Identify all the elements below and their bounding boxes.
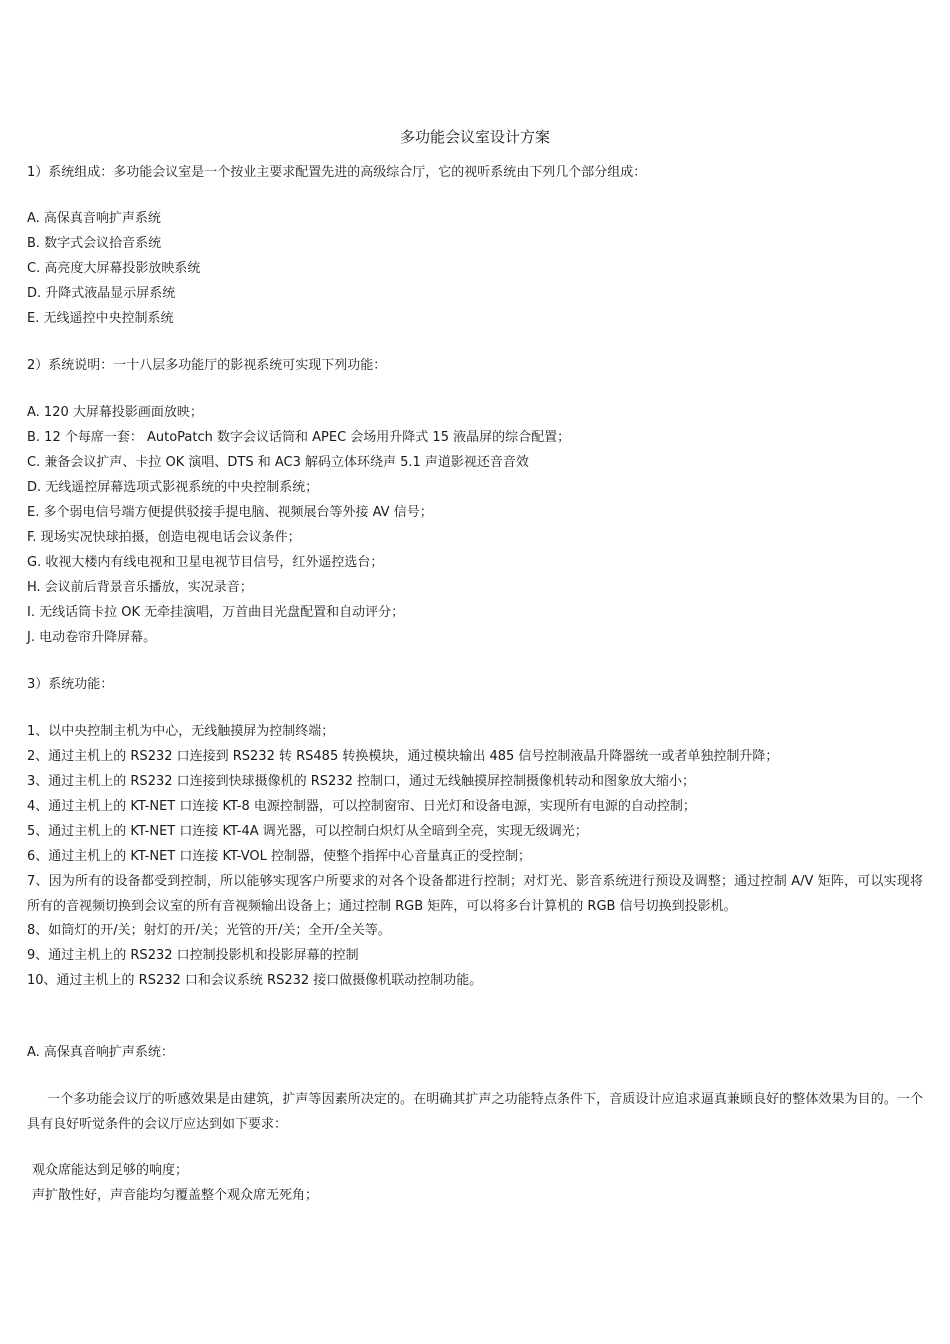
list-item: 1、以中央控制主机为中心，无线触摸屏为控制终端； <box>27 724 335 739</box>
requirement-item: 观众席能达到足够的响度； <box>32 1163 189 1178</box>
list-item: 5、通过主机上的 KT-NET 口连接 KT-4A 调光器，可以控制白炽灯从全暗到全亮，实现无级调光； <box>27 824 588 839</box>
list-item: A. 120 大屏幕投影画面放映； <box>27 405 203 420</box>
list-item: 9、通过主机上的 RS232 口控制投影机和投影屏幕的控制 <box>27 948 359 963</box>
list-item: A. 高保真音响扩声系统 <box>27 211 161 226</box>
section-1-intro: 1）系统组成：多功能会议室是一个按业主要求配置先进的高级综合厅，它的视听系统由下列几个部分组成： <box>27 165 647 180</box>
section-3-intro: 3）系统功能： <box>27 677 114 692</box>
list-item: 3、通过主机上的 RS232 口连接到快球摄像机的 RS232 控制口，通过无线触摸屏控制摄像机转动和图象放大缩小； <box>27 774 695 789</box>
list-item: E. 多个弱电信号端方便提供驳接手提电脑、视频展台等外接 AV 信号； <box>27 505 433 520</box>
section-a-heading: A. 高保真音响扩声系统： <box>27 1045 174 1060</box>
list-item: C. 兼备会议扩声、卡拉 OK 演唱、DTS 和 AC3 解码立体环绕声 5.1 声道影视还音音效 <box>27 455 529 470</box>
requirement-item: 声扩散性好，声音能均匀覆盖整个观众席无死角； <box>32 1188 319 1203</box>
list-item: E. 无线遥控中央控制系统 <box>27 311 174 326</box>
list-item-7-paragraph: 7、因为所有的设备都受到控制，所以能够实现客户所要求的对各个设备都进行控制；对灯光、影音系统进行预设及调整；通过控制 A/V 矩阵，可以实现将所有的音视频切换到会议室的所有音视频输出设备上；通过控制 RGB 矩阵，可以将多台计算机的 RGB 信号切换到投影机。 <box>27 874 923 914</box>
list-item: F. 现场实况快球拍摄，创造电视电话会议条件； <box>27 530 301 545</box>
list-item: C. 高亮度大屏幕投影放映系统 <box>27 261 201 276</box>
section-2-intro: 2）系统说明：一十八层多功能厅的影视系统可实现下列功能： <box>27 358 387 373</box>
list-item: 4、通过主机上的 KT-NET 口连接 KT-8 电源控制器，可以控制窗帘、日光灯和设备电源，实现所有电源的自动控制； <box>27 799 696 814</box>
list-item: I. 无线话筒卡拉 OK 无牵挂演唱，万首曲目光盘配置和自动评分； <box>27 605 405 620</box>
list-item: 2、通过主机上的 RS232 口连接到 RS232 转 RS485 转换模块，通过模块输出 485 信号控制液晶升降器统一或者单独控制升降； <box>27 749 779 764</box>
page-title: 多功能会议室设计方案 <box>399 128 550 146</box>
list-item: B. 数字式会议拾音系统 <box>27 236 162 251</box>
list-item: B. 12 个每席一套： AutoPatch 数字会议话筒和 APEC 会场用升降式 15 液晶屏的综合配置； <box>27 430 571 445</box>
list-item: 8、如筒灯的开/关；射灯的开/关；光管的开/关；全开/全关等。 <box>27 923 391 938</box>
list-item: 10、通过主机上的 RS232 口和会议系统 RS232 接口做摄像机联动控制功能。 <box>27 973 483 988</box>
list-item: D. 无线遥控屏幕选项式影视系统的中央控制系统； <box>27 480 319 495</box>
list-item: J. 电动卷帘升降屏幕。 <box>27 630 157 645</box>
list-item: H. 会议前后背景音乐播放，实况录音； <box>27 580 253 595</box>
section-a-paragraph: 一个多功能会议厅的听感效果是由建筑，扩声等因素所决定的。在明确其扩声之功能特点条件下，音质设计应追求逼真兼顾良好的整体效果为目的。一个具有良好听觉条件的会议厅应达到如下要求： <box>27 1092 923 1132</box>
list-item: D. 升降式液晶显示屏系统 <box>27 286 176 301</box>
list-item: 6、通过主机上的 KT-NET 口连接 KT-VOL 控制器，使整个指挥中心音量真正的受控制； <box>27 849 531 864</box>
list-item: G. 收视大楼内有线电视和卫星电视节目信号，红外遥控选台； <box>27 555 384 570</box>
